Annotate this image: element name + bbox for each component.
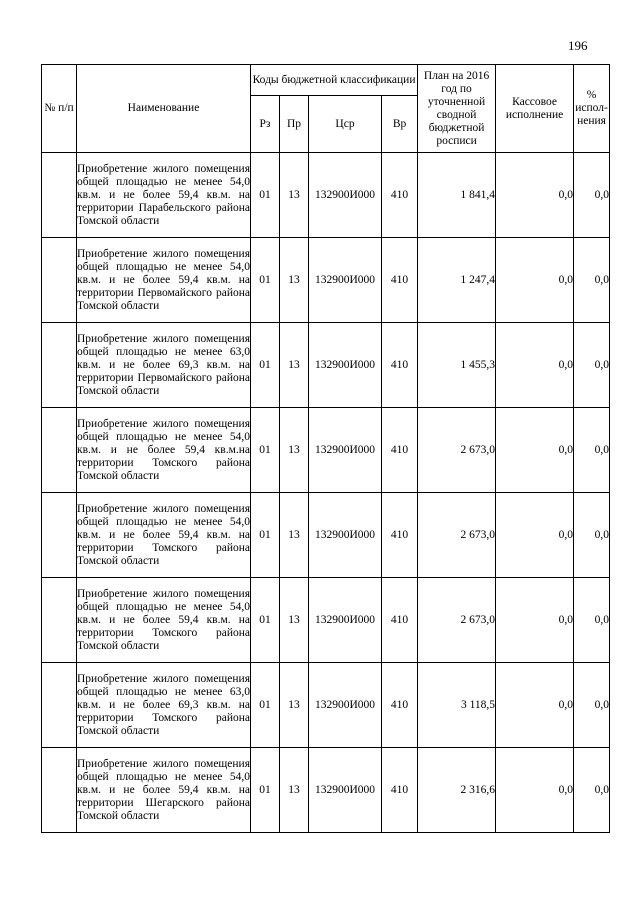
row-csr: 132900И000 [309, 493, 382, 578]
header-rz: Рз [251, 96, 280, 153]
row-name: Приобретение жилого помещения общей площадью не менее 54,0 кв.м. и не более 59,4 кв.м. на территории Первомайского района Томской области [77, 238, 251, 323]
table-row [42, 748, 610, 833]
row-number-cell [42, 493, 77, 578]
row-rz: 01 [251, 238, 280, 323]
row-pr: 13 [280, 238, 309, 323]
header-name: Наименование [77, 65, 251, 153]
table-row [42, 153, 610, 238]
row-pr: 13 [280, 578, 309, 663]
row-cash: 0,0 [496, 493, 574, 578]
row-plan: 1 247,4 [418, 238, 496, 323]
row-pr: 13 [280, 323, 309, 408]
row-number-cell [42, 663, 77, 748]
row-vr: 410 [382, 748, 418, 833]
row-cash: 0,0 [496, 748, 574, 833]
row-rz: 01 [251, 748, 280, 833]
row-percent: 0,0 [574, 578, 610, 663]
row-percent: 0,0 [574, 153, 610, 238]
header-pr: Пр [280, 96, 309, 153]
table-row [42, 323, 610, 408]
row-vr: 410 [382, 663, 418, 748]
row-name: Приобретение жилого помещения общей площадью не менее 54,0 кв.м. и не более 59,4 кв.м. на территории Шегарского района Томской области [77, 748, 251, 833]
row-name: Приобретение жилого помещения общей площадью не менее 54,0 кв.м. и не более 59,4 кв.м. на территории Томского района Томской области [77, 493, 251, 578]
header-percent: % испол-нения [574, 65, 610, 153]
row-number-cell [42, 578, 77, 663]
row-pr: 13 [280, 408, 309, 493]
row-rz: 01 [251, 323, 280, 408]
row-vr: 410 [382, 238, 418, 323]
header-plan: План на 2016 год по уточненной сводной бюджетной росписи [418, 65, 496, 153]
row-number-cell [42, 238, 77, 323]
row-csr: 132900И000 [309, 663, 382, 748]
row-plan: 1 455,3 [418, 323, 496, 408]
row-vr: 410 [382, 153, 418, 238]
row-number-cell [42, 408, 77, 493]
row-percent: 0,0 [574, 408, 610, 493]
row-percent: 0,0 [574, 493, 610, 578]
row-csr: 132900И000 [309, 323, 382, 408]
table-row [42, 663, 610, 748]
row-pr: 13 [280, 748, 309, 833]
row-csr: 132900И000 [309, 153, 382, 238]
row-percent: 0,0 [574, 238, 610, 323]
row-rz: 01 [251, 408, 280, 493]
row-csr: 132900И000 [309, 578, 382, 663]
row-vr: 410 [382, 408, 418, 493]
row-plan: 2 316,6 [418, 748, 496, 833]
row-plan: 2 673,0 [418, 578, 496, 663]
budget-table [41, 64, 610, 833]
row-plan: 2 673,0 [418, 408, 496, 493]
table-row [42, 578, 610, 663]
row-cash: 0,0 [496, 153, 574, 238]
row-vr: 410 [382, 323, 418, 408]
row-cash: 0,0 [496, 578, 574, 663]
row-name: Приобретение жилого помещения общей площадью не менее 54,0 кв.м. и не более 59,4 кв.м. на территории Томского района Томской области [77, 578, 251, 663]
row-number-cell [42, 153, 77, 238]
table-row [42, 238, 610, 323]
table-row [42, 493, 610, 578]
header-no: № п/п [42, 65, 77, 153]
row-pr: 13 [280, 153, 309, 238]
page-number: 196 [568, 38, 588, 53]
row-rz: 01 [251, 578, 280, 663]
row-vr: 410 [382, 578, 418, 663]
row-number-cell [42, 323, 77, 408]
row-name: Приобретение жилого помещения общей площадью не менее 63,0 кв.м. и не более 69,3 кв.м. на территории Томского района Томской области [77, 663, 251, 748]
row-name: Приобретение жилого помещения общей площадью не менее 63,0 кв.м. и не более 69,3 кв.м. на территории Первомайского района Томской области [77, 323, 251, 408]
row-csr: 132900И000 [309, 748, 382, 833]
row-cash: 0,0 [496, 663, 574, 748]
row-cash: 0,0 [496, 408, 574, 493]
row-rz: 01 [251, 663, 280, 748]
row-vr: 410 [382, 493, 418, 578]
row-csr: 132900И000 [309, 238, 382, 323]
row-name: Приобретение жилого помещения общей площадью не менее 54,0 кв.м. и не более 59,4 кв.м.на территории Томского района Томской области [77, 408, 251, 493]
row-plan: 3 118,5 [418, 663, 496, 748]
header-vr: Вр [382, 96, 418, 153]
row-cash: 0,0 [496, 323, 574, 408]
header-csr: Цср [309, 96, 382, 153]
row-name: Приобретение жилого помещения общей площадью не менее 54,0 кв.м. и не более 59,4 кв.м. на территории Парабельского района Томской области [77, 153, 251, 238]
header-codes: Коды бюджетной классификации [251, 65, 418, 96]
row-rz: 01 [251, 153, 280, 238]
table-row [42, 408, 610, 493]
header-cash: Кассовое исполнение [496, 65, 574, 153]
row-number-cell [42, 748, 77, 833]
row-plan: 2 673,0 [418, 493, 496, 578]
row-rz: 01 [251, 493, 280, 578]
row-percent: 0,0 [574, 663, 610, 748]
row-plan: 1 841,4 [418, 153, 496, 238]
row-cash: 0,0 [496, 238, 574, 323]
row-pr: 13 [280, 663, 309, 748]
row-percent: 0,0 [574, 748, 610, 833]
row-percent: 0,0 [574, 323, 610, 408]
row-csr: 132900И000 [309, 408, 382, 493]
row-pr: 13 [280, 493, 309, 578]
